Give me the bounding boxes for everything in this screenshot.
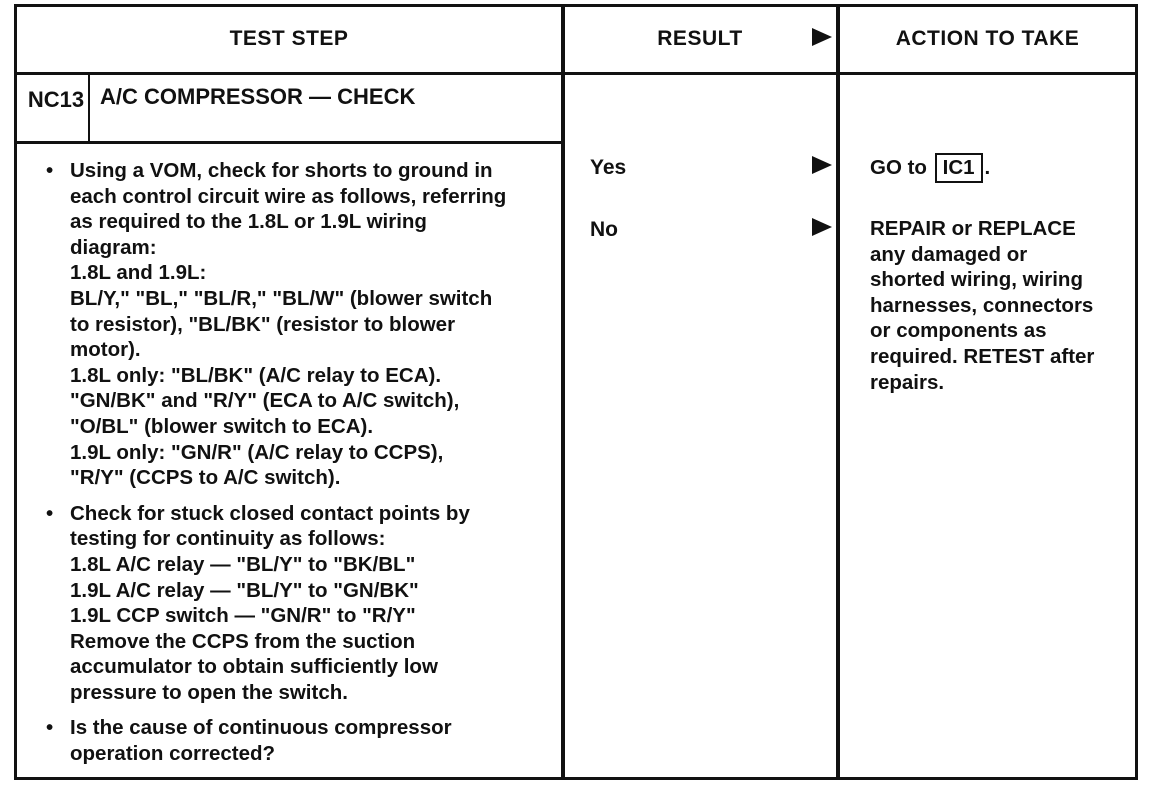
step-line: Check for stuck closed contact points by: [70, 501, 470, 525]
result-arrow-icon: [812, 28, 832, 46]
step-line: motor).: [70, 338, 141, 362]
action-line: harnesses, connectors: [870, 293, 1094, 317]
step-line: 1.8L A/C relay — "BL/Y" to "BK/BL": [70, 552, 416, 576]
col-divider-1: [561, 4, 565, 780]
action-yes-suffix: .: [984, 156, 991, 179]
step-title: A/C COMPRESSOR — CHECK: [100, 84, 416, 109]
step-line: testing for continuity as follows:: [70, 527, 386, 551]
action-line: REPAIR or REPLACE: [870, 217, 1076, 240]
action-line: any damaged or: [870, 242, 1028, 266]
action-no: [870, 216, 1140, 395]
action-line: or components as: [870, 319, 1047, 343]
step-line: 1.9L A/C relay — "BL/Y" to "GN/BK": [70, 578, 419, 602]
step-line: as required to the 1.8L or 1.9L wiring: [70, 210, 427, 234]
step-line: "R/Y" (CCPS to A/C switch).: [70, 466, 341, 490]
action-yes-prefix: GO to: [870, 156, 927, 179]
step-line: 1.9L only: "GN/R" (A/C relay to CCPS),: [70, 440, 444, 464]
test-step-body: [40, 158, 558, 777]
bullet-icon: •: [46, 159, 54, 182]
action-line: repairs.: [870, 370, 945, 394]
result-no: No: [590, 218, 618, 241]
step-line: diagram:: [70, 235, 157, 259]
bullet-item: [40, 158, 558, 491]
step-line: operation corrected?: [70, 742, 276, 766]
step-line: 1.9L CCP switch — "GN/R" to "R/Y": [70, 604, 416, 628]
step-line: accumulator to obtain sufficiently low: [70, 655, 438, 679]
col-divider-2: [836, 4, 840, 780]
bullet-item: [40, 501, 558, 706]
step-header-rule: [14, 141, 563, 144]
step-line: Is the cause of continuous compressor: [70, 716, 452, 740]
action-line: shorted wiring, wiring: [870, 268, 1083, 292]
header-action: ACTION TO TAKE: [895, 27, 1080, 50]
step-line: to resistor), "BL/BK" (resistor to blower: [70, 312, 456, 336]
step-line: BL/Y," "BL," "BL/R," "BL/W" (blower switch: [70, 286, 493, 310]
action-yes-ref: IC1: [935, 153, 983, 183]
bullet-item: [40, 715, 558, 766]
step-line: 1.8L and 1.9L:: [70, 261, 207, 285]
header-result: RESULT: [657, 27, 743, 50]
step-id: NC13: [27, 87, 85, 112]
step-line: Remove the CCPS from the suction: [70, 629, 416, 653]
step-line: "GN/BK" and "R/Y" (ECA to A/C switch),: [70, 389, 460, 413]
result-no-arrow-icon: [812, 218, 832, 236]
bullet-icon: •: [46, 716, 54, 740]
frame-left: [14, 4, 17, 780]
bullet-icon: •: [46, 501, 54, 525]
action-yes: [870, 153, 1140, 183]
header-test-step: TEST STEP: [229, 27, 349, 50]
step-line: "O/BL" (blower switch to ECA).: [70, 414, 374, 438]
step-line: each control circuit wire as follows, referring: [70, 184, 507, 208]
step-line: pressure to open the switch.: [70, 680, 348, 704]
step-line: 1.8L only: "BL/BK" (A/C relay to ECA).: [70, 363, 442, 387]
result-yes-arrow-icon: [812, 156, 832, 174]
frame-bottom: [14, 777, 1138, 780]
action-line: required. RETEST after: [870, 344, 1095, 368]
step-line: Using a VOM, check for shorts to ground in: [70, 159, 493, 182]
result-yes: Yes: [590, 156, 627, 179]
